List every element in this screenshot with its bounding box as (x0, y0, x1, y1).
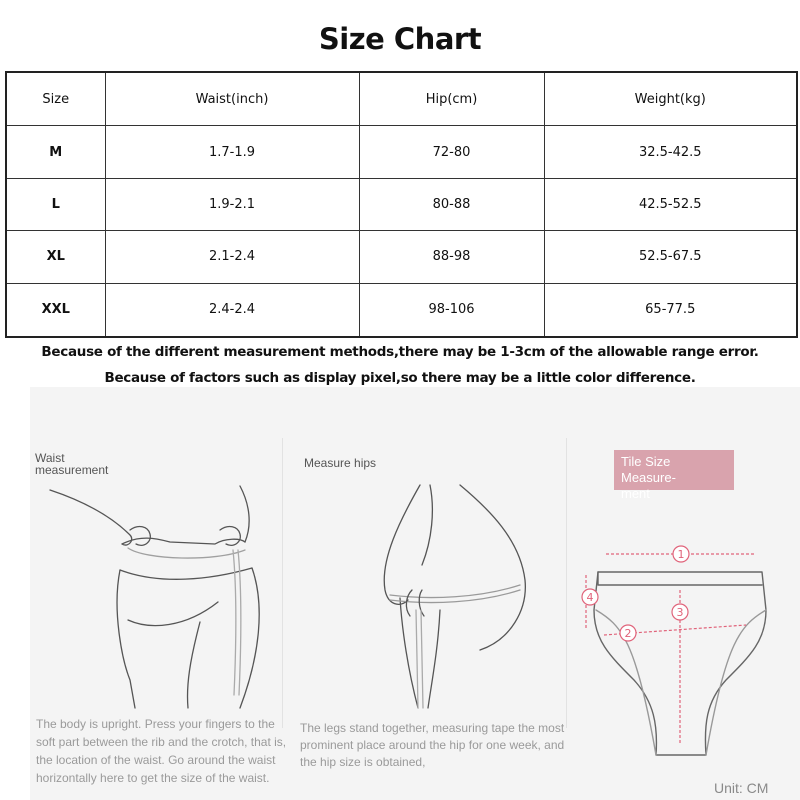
hips-measure-illustration (360, 480, 550, 710)
cell-waist: 1.9-2.1 (105, 178, 359, 230)
cell-hip: 80-88 (359, 178, 544, 230)
cell-weight: 32.5-42.5 (544, 126, 797, 178)
header-waist: Waist(inch) (105, 72, 359, 126)
header-size: Size (6, 72, 105, 126)
tile-size-label (614, 450, 734, 501)
waist-desc-line3: the location of the waist. Go around the waist (36, 753, 276, 767)
hips-desc-line3: the hip size is obtained, (300, 755, 426, 769)
waist-desc-line2: soft part between the rib and the crotch, that is, (36, 735, 287, 749)
panel-divider (282, 438, 283, 728)
cell-waist: 2.1-2.4 (105, 231, 359, 283)
cell-weight: 65-77.5 (544, 283, 797, 337)
waist-caption-line2: measurement (35, 463, 109, 477)
size-table (5, 71, 798, 338)
table-row (6, 283, 797, 337)
waist-desc-line4: horizontally here to get the size of the waist. (36, 771, 270, 785)
cell-weight: 42.5-52.5 (544, 178, 797, 230)
unit-label: Unit: CM (714, 780, 769, 796)
marker-3: 3 (676, 606, 684, 619)
cell-size: XL (6, 231, 105, 283)
cell-waist: 1.7-1.9 (105, 126, 359, 178)
header-weight: Weight(kg) (544, 72, 797, 126)
panel-divider (566, 438, 567, 728)
hips-desc-line1: The legs stand together, measuring tape the most (300, 721, 565, 735)
cell-waist: 2.4-2.4 (105, 283, 359, 337)
hips-caption: Measure hips (304, 456, 377, 470)
cell-size: M (6, 126, 105, 178)
cell-weight: 52.5-67.5 (544, 231, 797, 283)
waist-caption-line1: Waist (35, 451, 65, 465)
tile-label-line1: Tile Size Measure- (621, 454, 676, 485)
tile-label-line2: ment (621, 486, 650, 501)
cell-size: L (6, 178, 105, 230)
header-hip: Hip(cm) (359, 72, 544, 126)
cell-hip: 98-106 (359, 283, 544, 337)
table-header-row (6, 72, 797, 126)
table-row (6, 126, 797, 178)
note-measurement-error: Because of the different measurement methods,there may be 1-3cm of the allowable range error. (41, 344, 759, 360)
note-color-difference: Because of factors such as display pixel,so there may be a little color difference. (104, 370, 696, 386)
table-row (6, 231, 797, 283)
waist-desc-line1: The body is upright. Press your fingers to the (36, 717, 275, 731)
hips-desc-line2: prominent place around the hip for one week, and (300, 738, 565, 752)
briefs-flat-illustration (576, 530, 786, 780)
cell-size: XXL (6, 283, 105, 337)
chart-title: Size Chart (318, 22, 482, 56)
marker-4: 4 (586, 591, 594, 604)
waist-measure-illustration (40, 480, 280, 710)
cell-hip: 88-98 (359, 231, 544, 283)
table-row (6, 178, 797, 230)
marker-1: 1 (677, 548, 685, 561)
marker-2: 2 (624, 627, 632, 640)
cell-hip: 72-80 (359, 126, 544, 178)
